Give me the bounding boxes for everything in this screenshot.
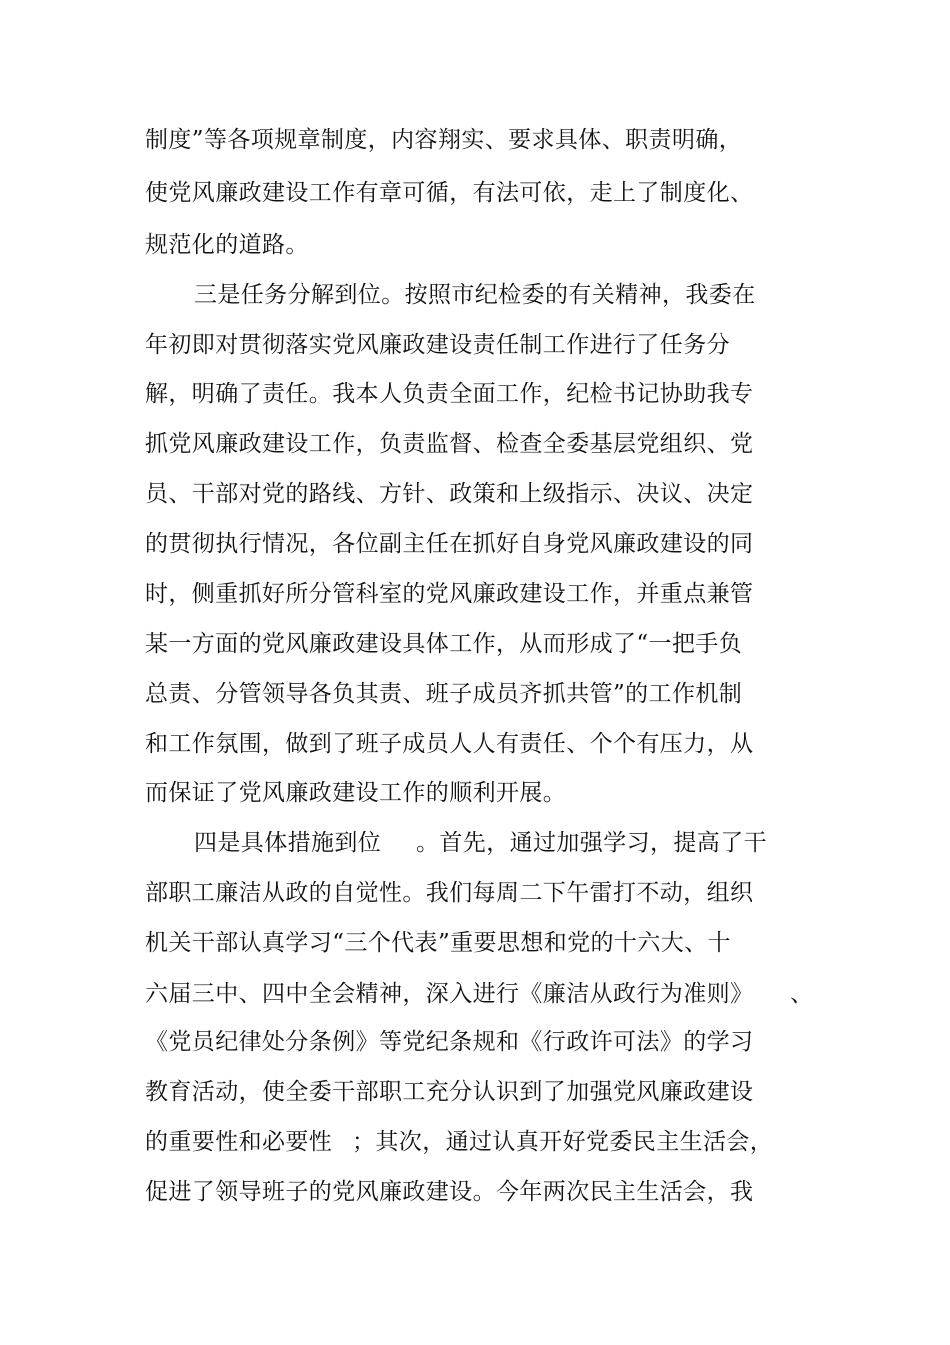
text-line: 和工作氛围，做到了班子成员人人有责任、个个有压力，从: [145, 731, 754, 757]
text-line: 机关干部认真学习“三个代表”重要思想和党的十六大、十: [145, 930, 731, 956]
text-line: 员、干部对党的路线、方针、政策和上级指示、决议、决定: [145, 481, 754, 507]
text-line: 而保证了党风廉政建设工作的顺利开展。: [145, 780, 567, 806]
text-line: 抓党风廉政建设工作，负责监督、检查全委基层党组织、党: [145, 431, 754, 457]
paragraph-start-line: 四是具体措施到位: [194, 830, 382, 856]
text-line: 促进了领导班子的党风廉政建设。今年两次民主生活会，我: [145, 1179, 754, 1205]
text-line: 年初即对贯彻落实党风廉政建设责任制工作进行了任务分: [145, 332, 730, 358]
text-line: 的重要性和必要性: [145, 1129, 333, 1155]
text-line: 使党风廉政建设工作有章可循，有法可依，走上了制度化、: [145, 180, 754, 206]
text-line: 制度”等各项规章制度，内容翔实、要求具体、职责明确，: [145, 127, 743, 153]
text-line: 《党员纪律处分条例》等党纪条规和《行政许可法》的学习: [145, 1029, 754, 1055]
paragraph-start-line: 三是任务分解到位。按照市纪检委的有关精神，我委在: [194, 282, 756, 308]
trailing-punctuation: 、: [790, 981, 813, 1007]
text-line-continuation: ；其次，通过认真开好党委民主生活会，: [352, 1129, 774, 1155]
text-line: 六届三中、四中全会精神，深入进行《廉洁从政行为准则》: [145, 981, 754, 1007]
text-line: 教育活动，使全委干部职工充分认识到了加强党风廉政建设: [145, 1079, 754, 1105]
text-line: 规范化的道路。: [145, 232, 309, 258]
text-line: 某一方面的党风廉政建设具体工作，从而形成了“一把手负: [145, 631, 743, 657]
text-line: 解，明确了责任。我本人负责全面工作，纪检书记协助我专: [145, 381, 754, 407]
text-line: 部职工廉洁从政的自觉性。我们每周二下午雷打不动，组织: [145, 880, 754, 906]
text-line: 的贯彻执行情况，各位副主任在抓好自身党风廉政建设的同: [145, 531, 754, 557]
text-line: 总责、分管领导各负其责、班子成员齐抓共管”的工作机制: [145, 681, 743, 707]
text-line: 时，侧重抓好所分管科室的党风廉政建设工作，并重点兼管: [145, 581, 754, 607]
text-line-continuation: 。首先，通过加强学习，提高了干: [416, 830, 767, 856]
